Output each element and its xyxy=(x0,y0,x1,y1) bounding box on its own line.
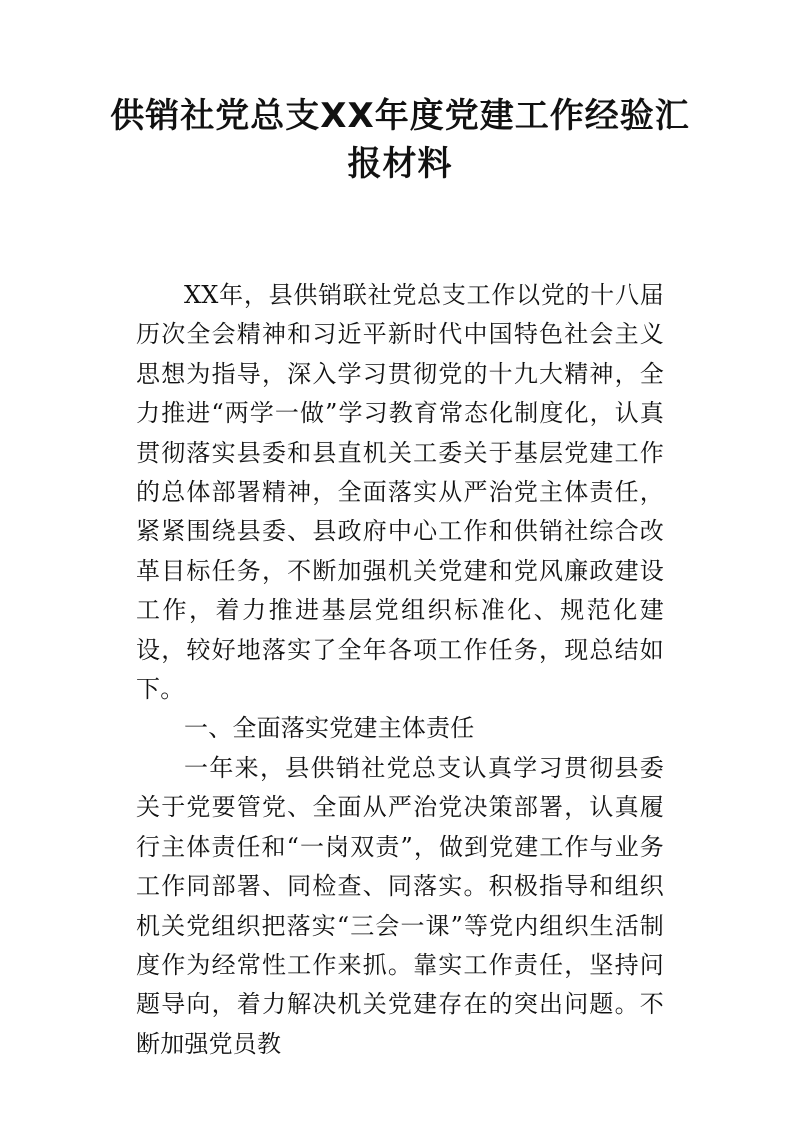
intro-paragraph: XX年，县供销联社党总支工作以党的十八届历次全会精神和习近平新时代中国特色社会主义思想为指导，深入学习贯彻党的十九大精神，全力推进“两学一做”学习教育常态化制度化，认真贯彻落实县委和县直机关工委关于基层党建工作的总体部署精神，全面落实从严治党主体责任，紧紧围绕县委、县政府中心工作和供销社综合改革目标任务，不断加强机关党建和党风廉政建设工作，着力推进基层党组织标准化、规范化建设，较好地落实了全年各项工作任务，现总结如下。 xyxy=(136,281,664,704)
section-heading: 一、全面落实党建主体责任 xyxy=(184,714,475,743)
document-body xyxy=(136,276,664,1064)
document-title: 供销社党总支XX年度党建工作经验汇报材料 xyxy=(110,96,690,184)
section-paragraph: 一年来，县供销社党总支认真学习贯彻县委关于党要管党、全面从严治党决策部署，认真履行主体责任和“一岗双责”，做到党建工作与业务工作同部署、同检查、同落实。积极指导和组织机关党组织把落实“三会一课”等党内组织生活制度作为经常性工作来抓。靠实工作责任，坚持问题导向，着力解决机关党建存在的突出问题。不断加强党员教 xyxy=(136,753,664,1058)
